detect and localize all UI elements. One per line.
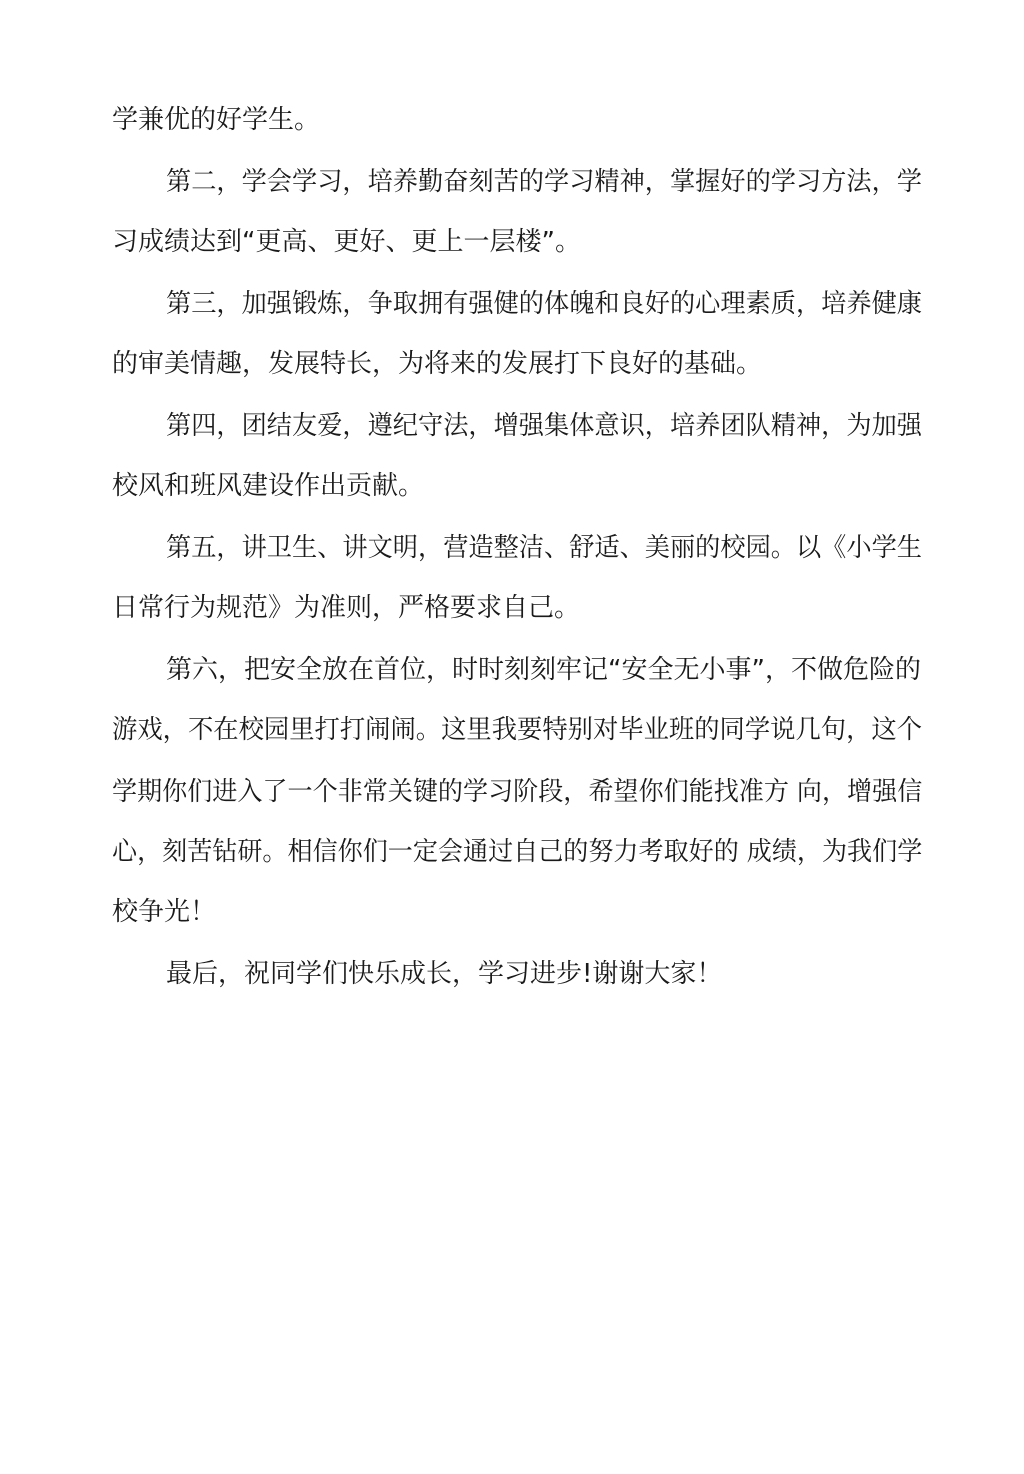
paragraph-4-line-2: 校风和班风建设作出贡献。 [112,471,425,501]
paragraph-6-line-4: 心，刻苦钻研。相信你们一定会通过自己的努力考取好的 成绩，为我们学 [112,837,923,867]
paragraph-3-line-1: 第三，加强锻炼，争取拥有强健的体魄和良好的心理素质，培养健康 [166,289,922,319]
paragraph-6-line-1: 第六，把安全放在首位，时时刻刻牢记“安全无小事”，不做危险的 [166,655,921,685]
paragraph-3-line-2: 的审美情趣，发展特长，为将来的发展打下良好的基础。 [112,349,763,379]
paragraph-5-line-1: 第五，讲卫生、讲文明，营造整洁、舒适、美丽的校园。以《小学生 [166,533,922,563]
paragraph-6-line-5: 校争光！ [112,897,217,927]
paragraph-2-line-2: 习成绩达到“更高、更好、更上一层楼”。 [112,227,581,257]
paragraph-2-line-1: 第二，学会学习，培养勤奋刻苦的学习精神，掌握好的学习方法，学 [166,167,922,197]
paragraph-7-line-1: 最后，祝同学们快乐成长，学习进步!谢谢大家！ [166,959,723,989]
text-line: 学兼优的好学生。 [112,105,321,135]
paragraph-4-line-1: 第四，团结友爱，遵纪守法，增强集体意识，培养团队精神，为加强 [166,411,922,441]
paragraph-5-line-2: 日常行为规范》为准则，严格要求自己。 [112,593,581,623]
paragraph-6-line-2: 游戏，不在校园里打打闹闹。这里我要特别对毕业班的同学说几句，这个 [112,715,923,745]
paragraph-6-line-3: 学期你们进入了一个非常关键的学习阶段，希望你们能找准方 向，增强信 [112,777,923,807]
